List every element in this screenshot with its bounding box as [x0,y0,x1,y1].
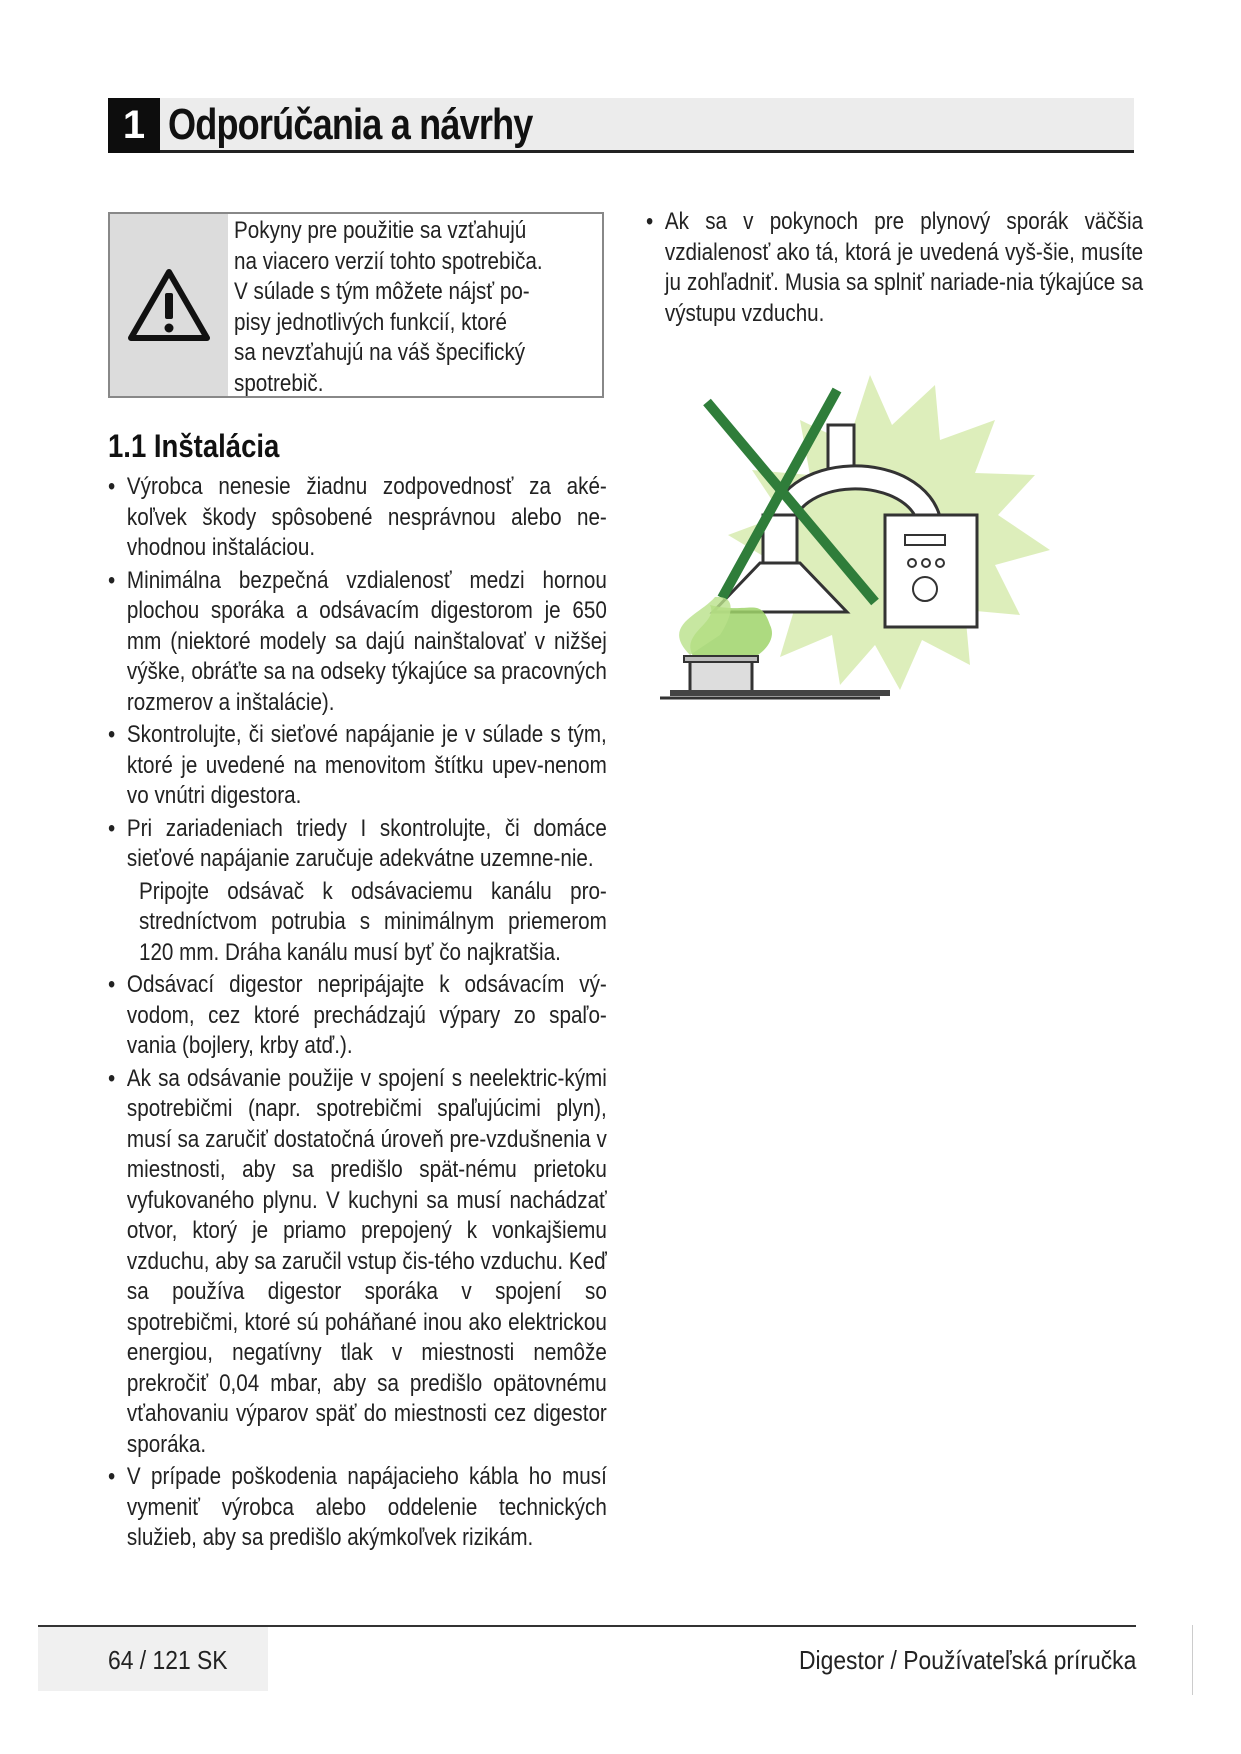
list-item-text: V prípade poškodenia napájacieho kábla ho musí vymeniť výrobca alebo oddelenie technických služieb, aby sa predišlo akýmkoľvek rizikám. [126,1463,607,1551]
list-item [108,566,607,719]
installation-list [108,472,607,1556]
right-column-note [646,207,1143,331]
bullet-dot: • [108,971,116,998]
boiler [885,515,977,627]
boiler-display [905,535,945,545]
cooktop [670,690,890,696]
list-item-text: Skontrolujte, či sieťové napájanie je v súlade s tým, ktoré je uvedené na menovitom štítku upev-nenom vo vnútri digestora. [126,721,607,809]
list-item-text: Pripojte odsávač k odsávaciemu kanálu pro-stredníctvom potrubia s minimálnym priemerom 120 mm. Dráha kanálu musí byť čo najkratšia. [138,877,607,966]
warning-text: Pokyny pre použitie sa vzťahujú na viacero verzií tohto spotrebiča. V súlade s tým môžete nájsť po- pisy jednotlivých funkcií, ktoré sa nevzťahujú na váš špecifický spotrebič. [234,217,543,397]
list-item-text: Pri zariadeniach triedy I skontrolujte, či domáce sieťové napájanie zaručuje adekvátne uzemne-nie. [126,814,607,872]
chapter-number: 1 [108,98,160,153]
chapter-title: Odporúčania a návrhy [168,100,533,149]
section-title: 1.1 Inštalácia [108,428,280,464]
list-item [108,970,607,1062]
bullet-dot: • [108,473,116,500]
bullet-dot: • [108,566,116,594]
list-item-text: Výrobca nenesie žiadnu zodpovednosť za aké-koľvek škody spôsobené nesprávnou alebo ne-vhodnou inštaláciou. [126,473,607,561]
list-item [646,207,1143,329]
page-number: 64 / 121 SK [108,1645,228,1675]
bullet-dot: • [108,814,116,842]
list-item-text: Odsávací digestor nepripájajte k odsávacím vý-vodom, cez ktoré prechádzajú výpary zo spaľo-vania (bojlery, krby atď.). [126,971,607,1059]
list-item [108,814,607,875]
list-item [108,472,607,564]
pot [690,660,752,692]
list-item [108,1064,607,1461]
edge-mark [1192,1625,1193,1695]
list-item [108,1462,607,1554]
bullet-dot: • [108,721,116,748]
list-item [108,720,607,812]
list-item-text: Ak sa v pokynoch pre plynový sporák väčšia vzdialenosť ako tá, ktorá je uvedená vyš-šie, musíte ju zohľadniť. Musia sa splniť nariade-nia týkajúce sa výstupu vzduchu. [664,208,1144,327]
list-item [108,877,607,969]
warning-icon-cell [110,214,228,396]
list-item-text: Minimálna bezpečná vzdialenosť medzi hornou plochou sporáka a odsávacím digestorom je 650 mm (niektoré modely sa dajú nainštalovať v nižšej výške, obráťte sa na odseky týkajúce sa pracovných rozmerov a inštalácie). [126,566,607,716]
document-title: Digestor / Používateľská príručka [798,1645,1136,1675]
list-item-text: Ak sa odsávanie použije v spojení s neelektric-kými spotrebičmi (napr. spotrebičmi spaľujúcimi plyn), musí sa zaručiť dostatočná úroveň pre-vzdušnenia v miestnosti, aby sa predišlo spät-nému prietoku vyfukovaného plynu. V kuchyni sa musí nachádzať otvor, ktorý je priamo prepojený k vonkajšiemu vzduchu, aby sa zaručil vstup čis-tého vzduchu. Keď sa používa digestor sporáka v spojení so spotrebičmi, ktoré sú poháňané inou ako elektrickou energiou, negatívny tlak v miestnosti nemôže prekročiť 0,04 mbar, aby sa predišlo opätovnému vťahovaniu výparov späť do miestnosti cez digestor sporáka. [126,1064,607,1458]
warning-triangle-icon [127,267,211,343]
bullet-dot: • [646,208,654,235]
bullet-dot: • [108,1064,116,1092]
bullet-dot: • [108,1463,116,1490]
warning-box [108,212,604,398]
hood-over-gas-boiler-prohibited-icon [660,365,1080,785]
